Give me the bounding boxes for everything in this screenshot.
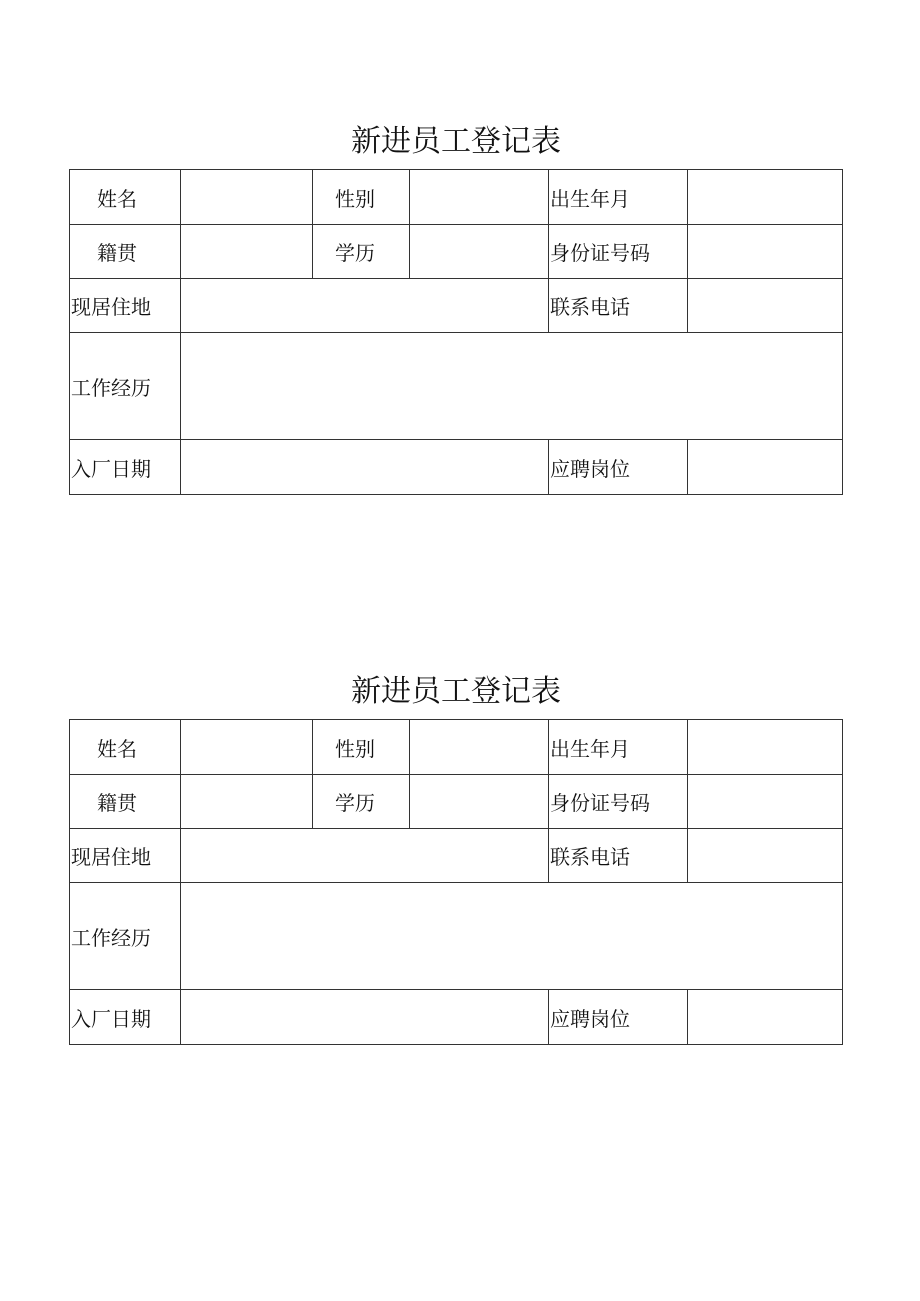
label-education: 学历 <box>312 774 410 829</box>
label-position: 应聘岗位 <box>548 989 688 1045</box>
label-name: 姓名 <box>69 719 181 775</box>
field-id-number[interactable] <box>687 224 843 279</box>
field-gender[interactable] <box>409 719 549 775</box>
field-birth[interactable] <box>687 169 843 225</box>
label-address: 现居住地 <box>69 278 181 333</box>
label-id-number: 身份证号码 <box>548 774 688 829</box>
form-table <box>69 719 843 1045</box>
label-name: 姓名 <box>69 169 181 225</box>
form-table <box>69 169 843 495</box>
label-gender: 性别 <box>312 169 410 225</box>
form-title: 新进员工登记表 <box>351 674 561 709</box>
field-position[interactable] <box>687 439 843 495</box>
label-birth: 出生年月 <box>548 169 688 225</box>
field-work-history[interactable] <box>180 332 843 440</box>
label-position: 应聘岗位 <box>548 439 688 495</box>
label-gender: 性别 <box>312 719 410 775</box>
field-id-number[interactable] <box>687 774 843 829</box>
form-title: 新进员工登记表 <box>351 124 561 159</box>
label-phone: 联系电话 <box>548 278 688 333</box>
label-native-place: 籍贯 <box>69 224 181 279</box>
field-address[interactable] <box>180 828 549 883</box>
label-entry-date: 入厂日期 <box>69 439 181 495</box>
label-phone: 联系电话 <box>548 828 688 883</box>
field-position[interactable] <box>687 989 843 1045</box>
label-work-history: 工作经历 <box>69 882 181 990</box>
field-phone[interactable] <box>687 278 843 333</box>
field-address[interactable] <box>180 278 549 333</box>
field-native-place[interactable] <box>180 774 313 829</box>
label-work-history: 工作经历 <box>69 332 181 440</box>
label-native-place: 籍贯 <box>69 774 181 829</box>
label-education: 学历 <box>312 224 410 279</box>
field-name[interactable] <box>180 719 313 775</box>
field-birth[interactable] <box>687 719 843 775</box>
field-native-place[interactable] <box>180 224 313 279</box>
field-work-history[interactable] <box>180 882 843 990</box>
field-entry-date[interactable] <box>180 989 549 1045</box>
field-entry-date[interactable] <box>180 439 549 495</box>
field-education[interactable] <box>409 774 549 829</box>
field-name[interactable] <box>180 169 313 225</box>
label-id-number: 身份证号码 <box>548 224 688 279</box>
field-education[interactable] <box>409 224 549 279</box>
field-phone[interactable] <box>687 828 843 883</box>
label-entry-date: 入厂日期 <box>69 989 181 1045</box>
label-birth: 出生年月 <box>548 719 688 775</box>
field-gender[interactable] <box>409 169 549 225</box>
label-address: 现居住地 <box>69 828 181 883</box>
